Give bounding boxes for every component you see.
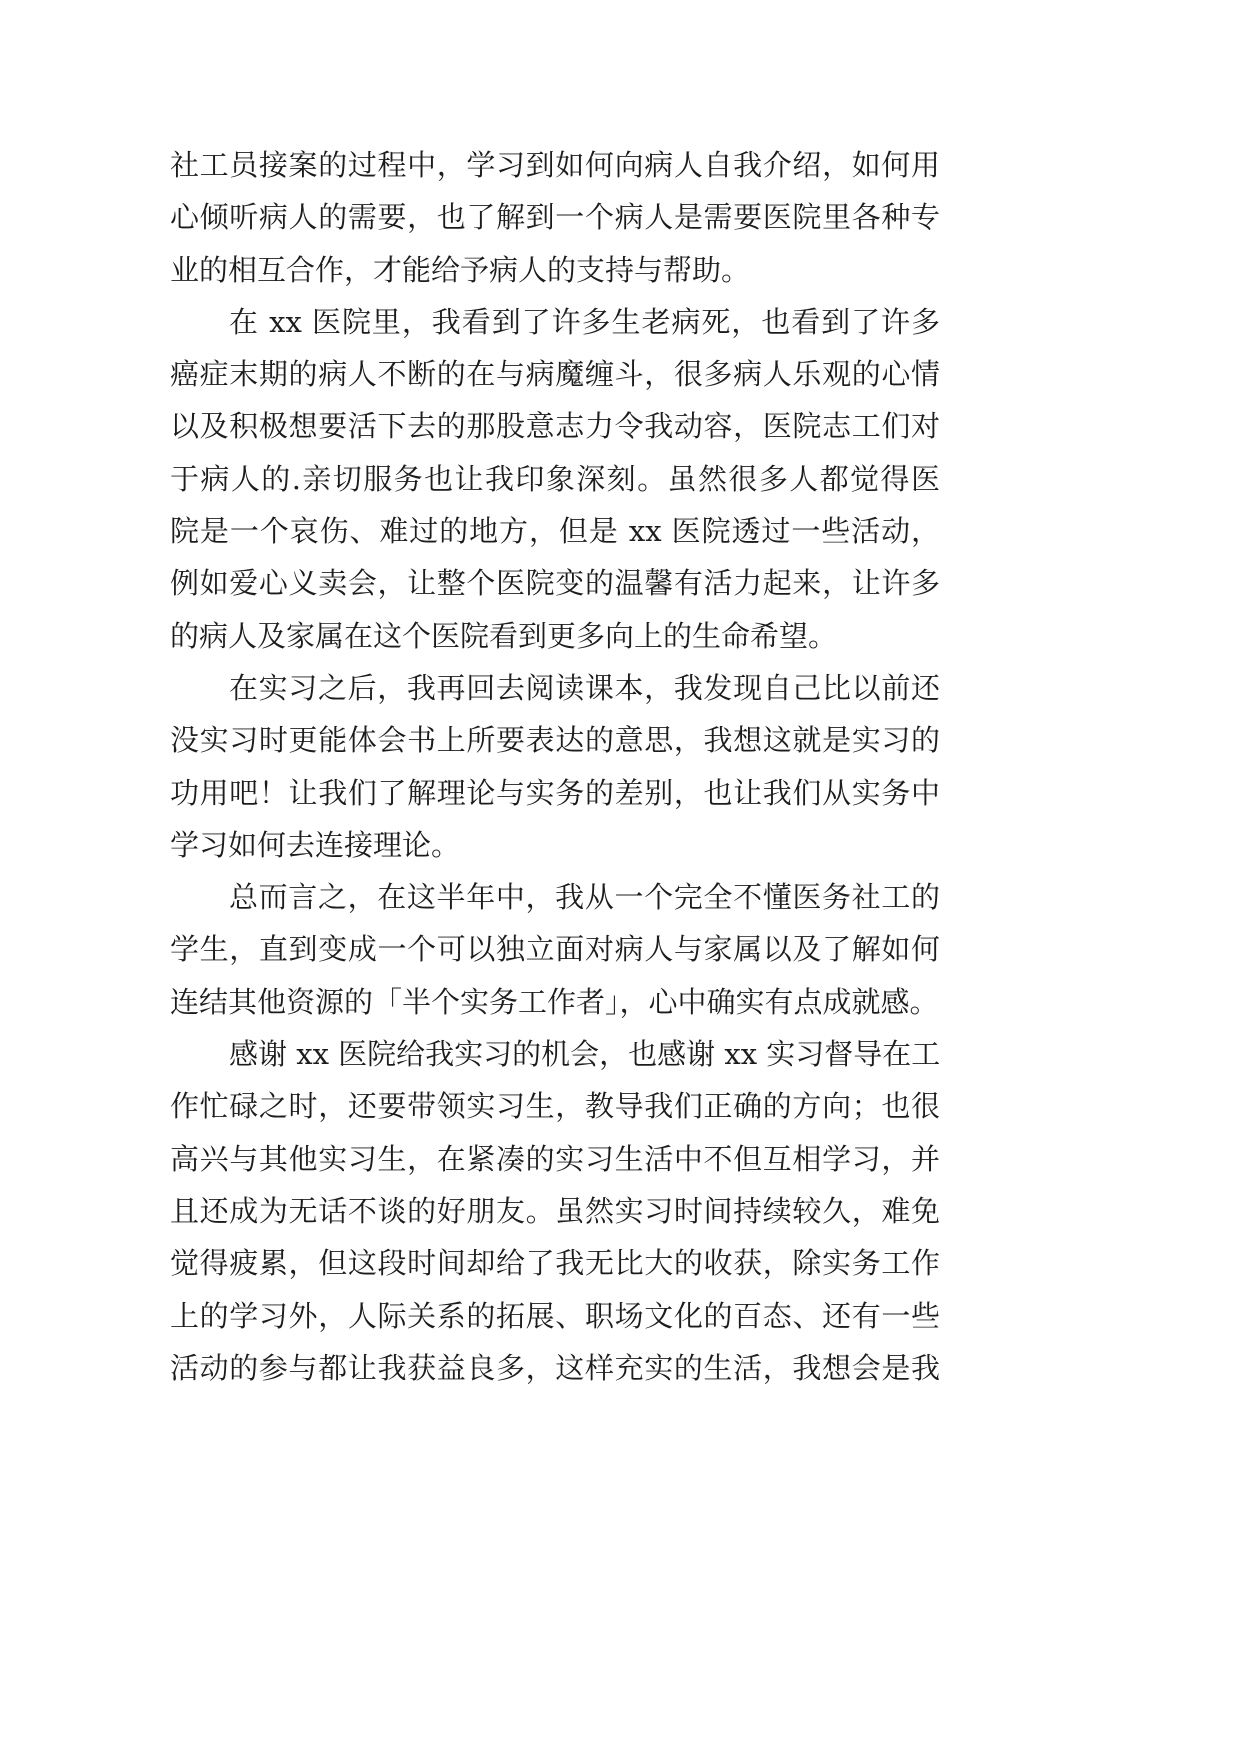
text-line: 活动的参与都让我获益良多，这样充实的生活，我想会是我 — [170, 1350, 940, 1385]
text-line: 学生，直到变成一个可以独立面对病人与家属以及了解如何 — [170, 932, 940, 967]
text-line: 在 xx 医院里，我看到了许多生老病死，也看到了许多 — [229, 304, 940, 339]
document-body — [170, 139, 940, 1394]
text-line: 上的学习外，人际关系的拓展、职场文化的百态、还有一些 — [170, 1298, 940, 1333]
paragraph-1 — [170, 139, 940, 296]
paragraph-2 — [170, 296, 940, 662]
text-line: 作忙碌之时，还要带领实习生，教导我们正确的方向；也很 — [170, 1089, 940, 1124]
text-line: 的病人及家属在这个医院看到更多向上的生命希望。 — [170, 618, 838, 653]
text-line: 以及积极想要活下去的那股意志力令我动容，医院志工们对 — [170, 409, 940, 444]
text-line: 例如爱心义卖会，让整个医院变的温馨有活力起来，让许多 — [170, 566, 940, 601]
text-line: 社工员接案的过程中，学习到如何向病人自我介绍，如何用 — [170, 148, 940, 182]
text-line: 癌症末期的病人不断的在与病魔缠斗，很多病人乐观的心情 — [170, 357, 940, 392]
text-line: 高兴与其他实习生，在紧凑的实习生活中不但互相学习，并 — [170, 1141, 940, 1176]
text-line: 学习如何去连接理论。 — [170, 827, 461, 862]
text-line: 感谢 xx 医院给我实习的机会，也感谢 xx 实习督导在工 — [229, 1037, 941, 1072]
paragraph-5 — [170, 1028, 940, 1394]
paragraph-4 — [170, 871, 940, 1028]
text-line: 且还成为无话不谈的好朋友。虽然实习时间持续较久，难免 — [170, 1193, 940, 1228]
text-line: 业的相互合作，才能给予病人的支持与帮助。 — [170, 252, 751, 287]
text-line: 于病人的.亲切服务也让我印象深刻。虽然很多人都觉得医 — [170, 461, 940, 496]
text-line: 心倾听病人的需要，也了解到一个病人是需要医院里各种专 — [170, 200, 940, 235]
text-line: 在实习之后，我再回去阅读课本，我发现自己比以前还 — [229, 670, 940, 705]
text-line: 院是一个哀伤、难过的地方，但是 xx 医院透过一些活动， — [170, 514, 940, 549]
text-line: 没实习时更能体会书上所要表达的意思，我想这就是实习的 — [170, 723, 940, 758]
text-line: 总而言之，在这半年中，我从一个完全不懂医务社工的 — [229, 880, 940, 915]
text-line: 功用吧！让我们了解理论与实务的差别，也让我们从实务中 — [170, 775, 940, 810]
text-line: 连结其他资源的「半个实务工作者」，心中确实有点成就感。 — [170, 984, 939, 1019]
paragraph-3 — [170, 662, 940, 871]
text-line: 觉得疲累，但这段时间却给了我无比大的收获，除实务工作 — [170, 1246, 940, 1281]
